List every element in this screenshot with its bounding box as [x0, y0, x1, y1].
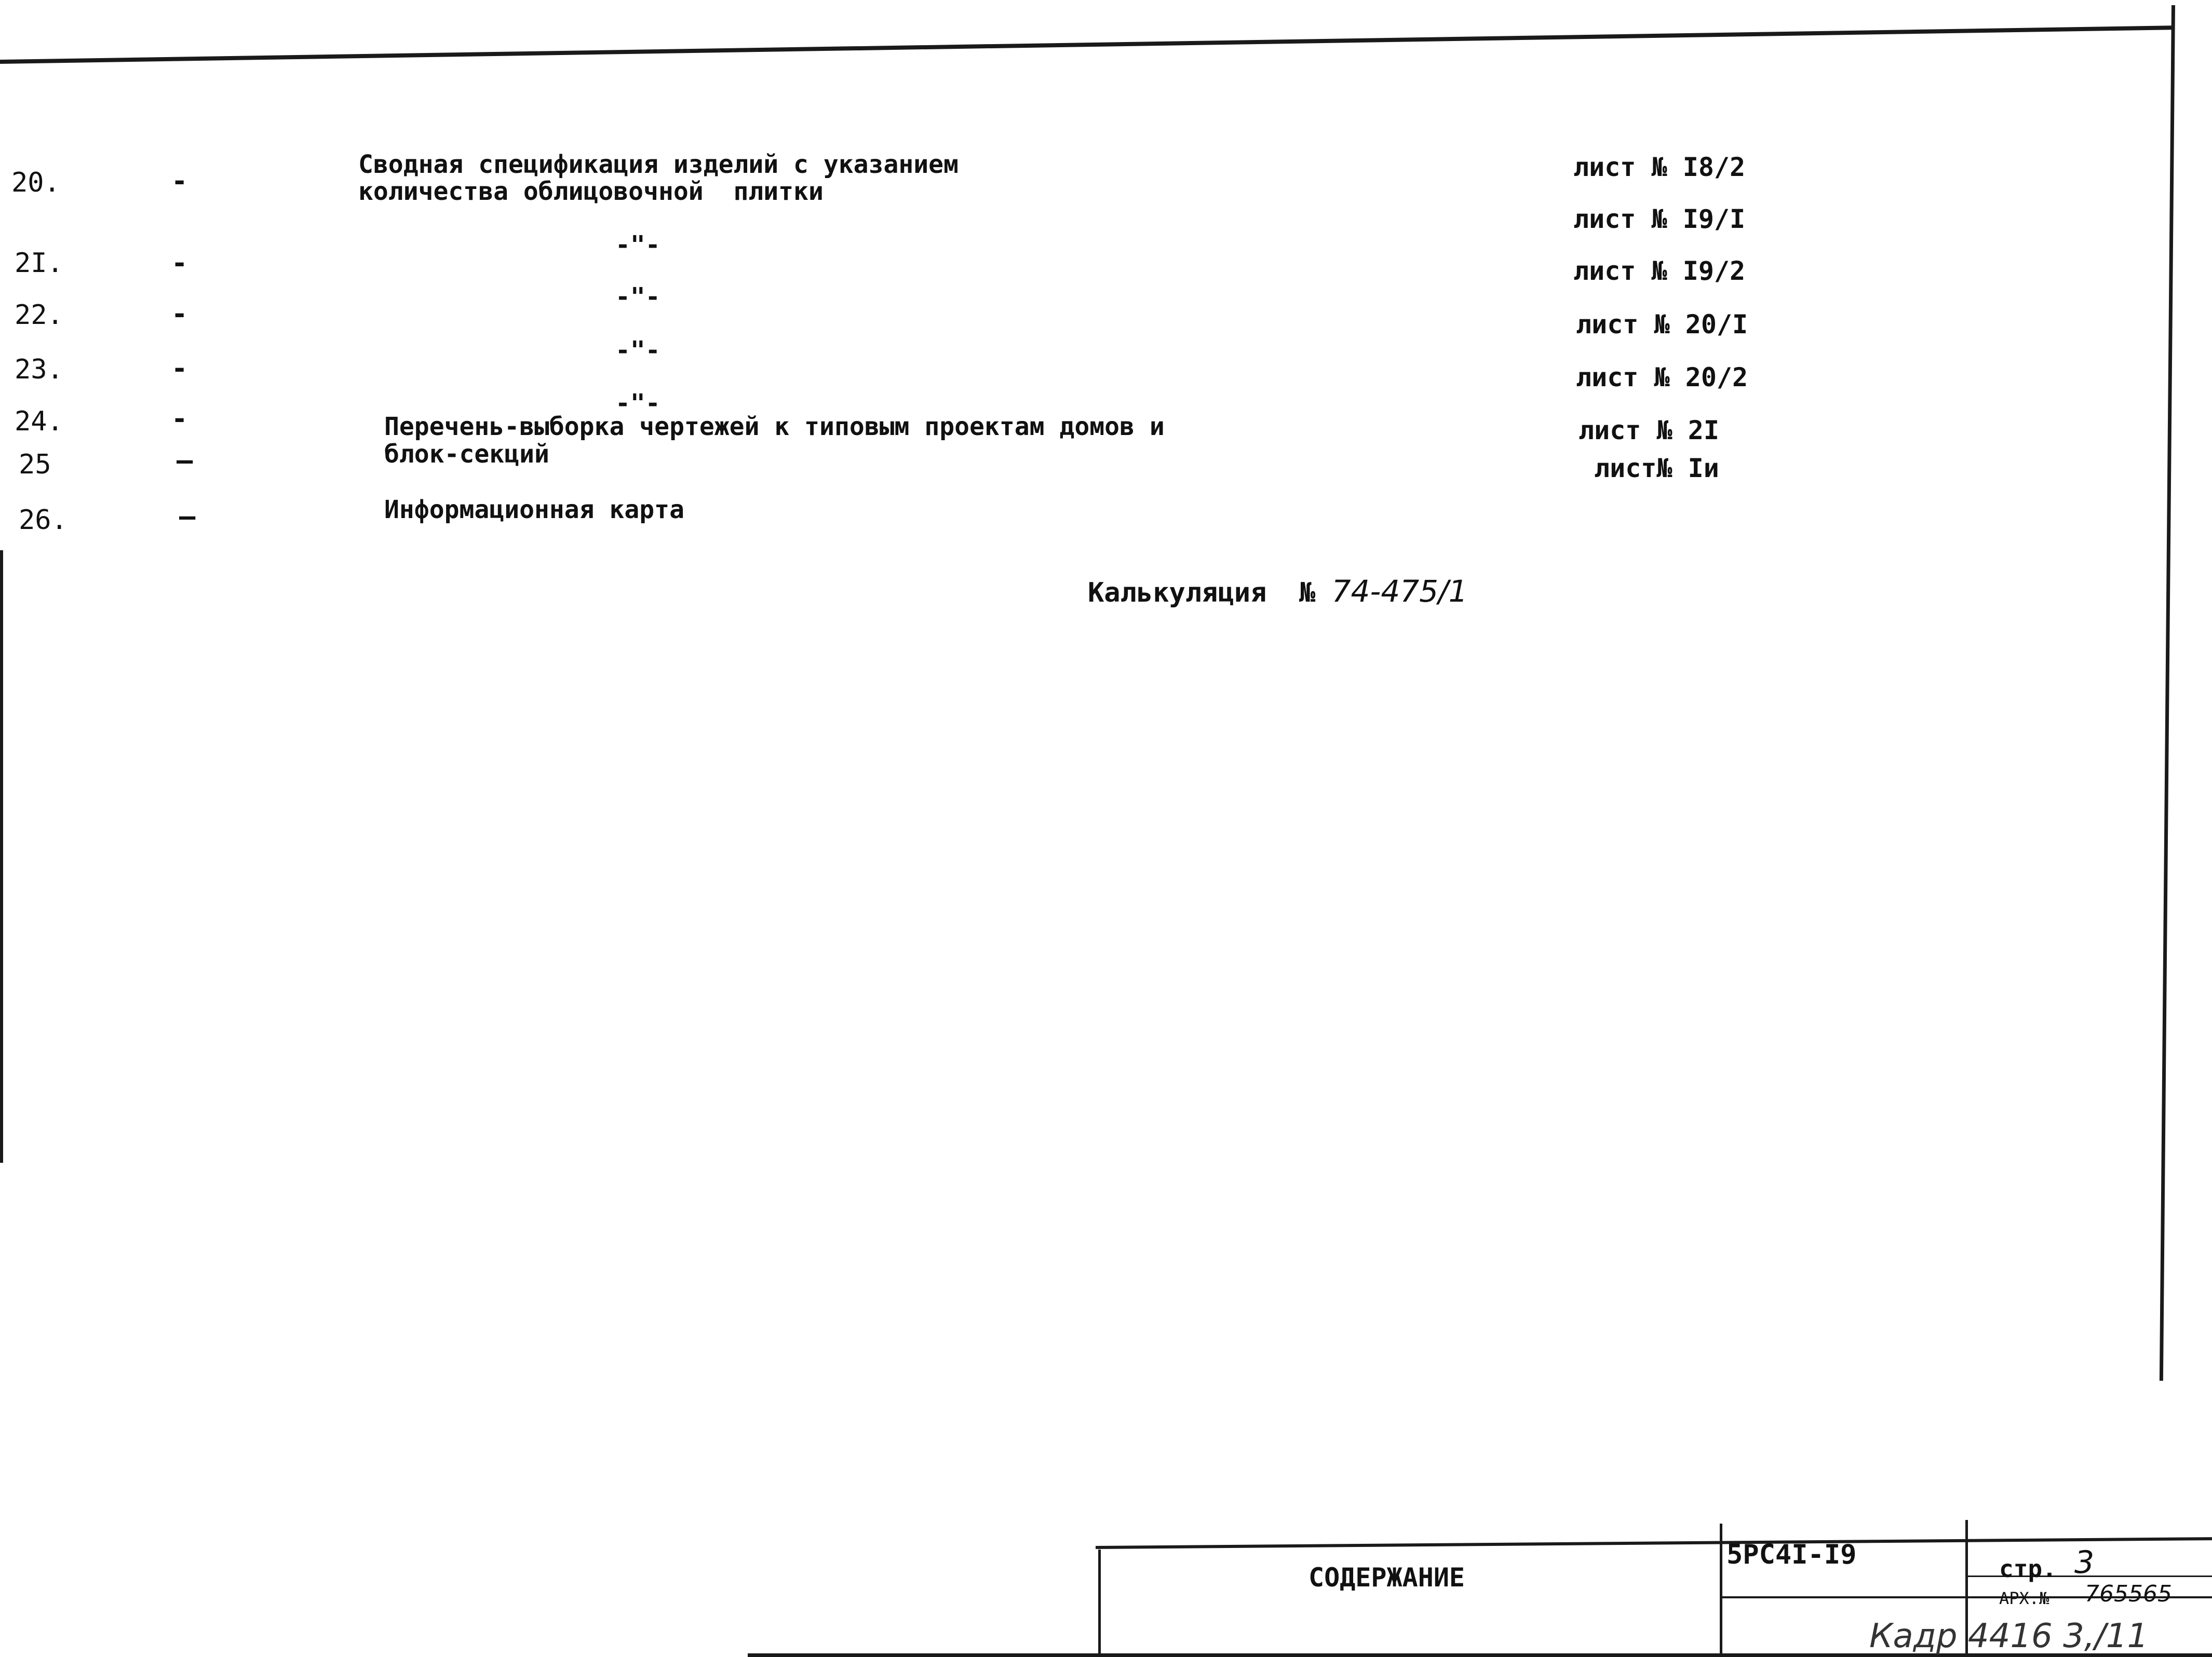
- row-22-dash: -: [171, 298, 188, 330]
- row-21-ditto: -"-: [615, 230, 660, 260]
- row-26-dash: —: [179, 501, 196, 532]
- calculation-label: Калькуляция №: [1088, 577, 1316, 608]
- row-26-text: Информационная карта: [384, 495, 684, 524]
- title-block-code: 5РС4I-I9: [1727, 1539, 1857, 1570]
- row-25-sheet-ref: лист№ Iи: [1594, 453, 1719, 483]
- row-22-number: 22.: [15, 300, 63, 331]
- row-20-dash: -: [171, 166, 188, 197]
- row-20-text-line-2: количества облицовочной плитки: [358, 177, 824, 206]
- row-21-sheet-ref: лист № I9/2: [1573, 256, 1746, 286]
- row-20b-sheet-ref: лист № I9/I: [1573, 204, 1746, 234]
- row-25-text-line-1: Перечень-выборка чертежей к типовым проектам домов и: [384, 412, 1165, 441]
- page-number: 3: [2074, 1544, 2095, 1581]
- row-26-number: 26.: [19, 505, 68, 536]
- row-20-text-line-1: Сводная спецификация изделий с указанием: [358, 150, 959, 179]
- title-block-divider-1: [1098, 1550, 1101, 1654]
- calculation-line: [1088, 574, 1468, 609]
- calculation-number: 74-475/1: [1331, 574, 1468, 609]
- row-25-dash: —: [177, 445, 193, 476]
- row-23-ditto: -"-: [615, 336, 660, 365]
- row-22-ditto: -"-: [615, 282, 660, 311]
- row-24-dash: -: [171, 403, 188, 434]
- row-24-ditto: -"-: [615, 389, 660, 418]
- bottom-handwritten-note: Кадр 4416 3,/11: [1869, 1617, 2149, 1655]
- title-block-title: СОДЕРЖАНИЕ: [1309, 1563, 1465, 1593]
- row-25-number: 25: [19, 449, 51, 480]
- row-24-number: 24.: [15, 406, 63, 437]
- archive-number: 765565: [2085, 1581, 2172, 1607]
- row-25-text-line-2: блок-секций: [384, 440, 549, 469]
- row-24-sheet-ref: лист № 2I: [1579, 415, 1719, 445]
- page-label: стр.: [1999, 1555, 2057, 1583]
- archive-label: АРХ.№: [1999, 1588, 2049, 1608]
- row-21-dash: -: [171, 248, 188, 279]
- frame-top-border: [0, 25, 2173, 64]
- row-22-sheet-ref: лист № 20/I: [1576, 309, 1748, 339]
- frame-right-border: [2160, 5, 2175, 1381]
- title-block-divider-2: [1720, 1524, 1722, 1654]
- row-21-number: 2I.: [15, 248, 63, 279]
- title-block-top-line: [1096, 1537, 2212, 1549]
- frame-left-border: [0, 550, 3, 1163]
- row-23-number: 23.: [15, 354, 63, 385]
- row-23-sheet-ref: лист № 20/2: [1576, 362, 1748, 392]
- row-20-sheet-ref: лист № I8/2: [1573, 152, 1746, 182]
- row-20-number: 20.: [11, 167, 60, 198]
- row-23-dash: -: [171, 353, 188, 384]
